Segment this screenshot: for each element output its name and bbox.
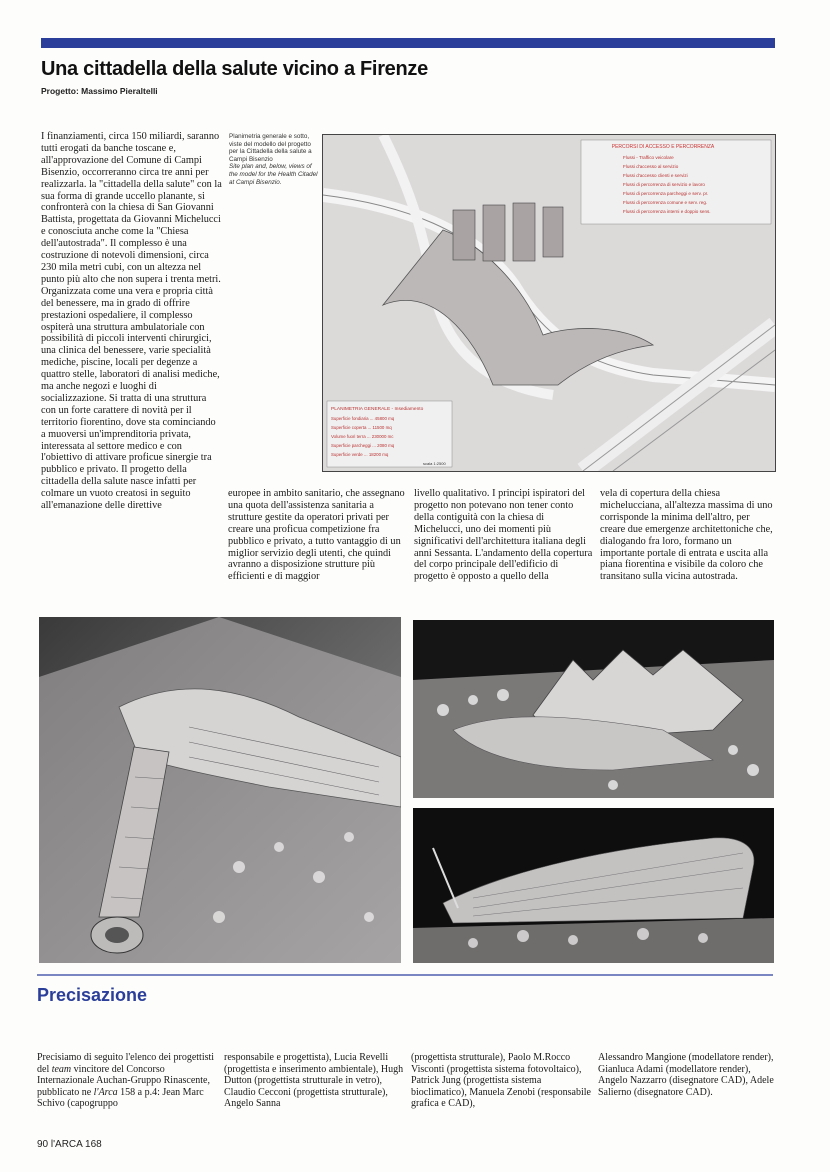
top-color-bar: [41, 38, 775, 48]
figure-caption: [229, 133, 321, 186]
article-column-2: [228, 488, 408, 583]
model-photo-aerial: [39, 617, 401, 963]
project-credit: Progetto: Massimo Pieraltelli: [41, 86, 158, 96]
plan-scale: scala 1:2500: [423, 461, 446, 466]
article-column-3: [414, 488, 594, 583]
article-column-1: [41, 131, 222, 512]
plan-legend-row: Flussi di percorrenza di servizio e lavoro: [623, 182, 705, 187]
plan-legend-row: Flussi di percorrenza parcheggi e serv. pr.: [623, 191, 709, 196]
plan-legend-row: Flussi d'accesso clienti e servizi: [623, 173, 688, 178]
precisazione-column-2: [224, 1052, 404, 1110]
article-text-4: vela di copertura della chiesa micheluccianа, all'altezza massima di uno corrisponde la minima dell'altro, per creare due emergenze architettoniche che, dialogando fra loro, formano un importante portale di entrata e uscita alla piana fiorentina e visibile da coloro che transitano sulla vicina autostrada.: [600, 488, 773, 583]
team-italic: team: [51, 1063, 72, 1075]
plan-table-row: Volume fuori terra ... 230000 mc: [331, 434, 394, 439]
caption-english: Site plan and, below, views of the model for the Health Citadel at Campi Bisenzio.: [229, 163, 318, 186]
plan-legend-row: Flussi d'accesso al servizio: [623, 164, 679, 169]
precisazione-text-4: Alessandro Mangione (modellatore render), Gianluca Adami (modellatore render), Angelo Nazzarro (disegnatore CAD), Adele Salierno (disegnatore CAD).: [598, 1052, 774, 1098]
precisazione-text-3: (progettista strutturale), Paolo M.Rocco Visconti (progettista sistema fotovoltaico), Patrick Jung (progettista sistema bioclimatico), Manuela Zenobi (responsabile grafica e CAD),: [411, 1052, 591, 1110]
precisazione-text-1c: 158 a p.4: Jean Marc Schivo (capogruppo: [37, 1086, 204, 1110]
plan-table-row: Superficie fondiaria ... 45800 mq: [331, 416, 395, 421]
model-photo-elevation: [413, 808, 774, 963]
article-text-1: I finanziamenti, circa 150 miliardi, saranno tutti erogati da banche toscane e, all'approvazione del Comune di Campi Bisenzio, occorreranno circa tre anni per realizzarla. la "cittadella della salute" con la sua forma di grande uccello planante, si confronterà con la chiesa di San Giovanni Battista, progettata da Giovanni Michelucci e conosciuta anche come la "Chiesa dell'autostrada". Il complesso è una costruzione di notevoli dimensioni, circa 230 mila metri cubi, con un altezza nel punto più alto che non supera i trenta metri. Organizzata come una vera e propria città del benessere, ma in grado di offrire prestazioni ospedaliere, il complesso ospiterà una struttura ambulatoriale con possibilità di piccoli interventi chirurgici, una clinica del benessere, varie specialità mediche, piscine, locali per degenze a quattro stelle, laboratori di analisi mediche, ma anche negozi e luoghi di socializzazione. Si tratta di una struttura con un forte carattere di novità per il territorio fiorentino, dove sta cominciando a muoversi un'imprenditoria privata, interessata al settore medico e con l'obiettivo di attivare proficue sinergie tra pubblico e privato. Il progetto della cittadella della salute nasce infatti per colmare un vuoto creatosi in seguito all'emanazione delle direttive: [41, 131, 222, 512]
page-folio: 90 l'ARCA 168: [37, 1139, 102, 1150]
arca-italic: l'Arca: [93, 1086, 118, 1098]
site-plan-drawing: [323, 135, 775, 471]
precisazione-text-1b: vincitore del Concorso Internazionale Auchan-Gruppo Rinascente, pubblicato ne: [37, 1063, 210, 1098]
article-text-2: europee in ambito sanitario, che assegnano una quota dell'assistenza sanitaria a strutture gestite da operatori privati per creare una proficua competizione fra pubblico e privato, a tutto vantaggio di un miglior servizio degli utenti, che quindi avranno a disposizione strutture più efficienti e di maggior: [228, 488, 405, 583]
plan-table-row: Superficie verde ... 18200 mq: [331, 452, 389, 457]
article-title: Una cittadella della salute vicino a Firenze: [41, 58, 428, 80]
plan-table-title: PLANIMETRIA GENERALE - Insediamento: [331, 407, 424, 412]
precisazione-heading: Precisazione: [37, 985, 148, 1005]
precisazione-column-3: [411, 1052, 593, 1110]
plan-legend-row: Flussi - Traffico veicolare: [623, 155, 674, 160]
precisazione-text-2: responsabile e progettista), Lucia Revelli (progettista e inserimento ambientale), Hugh Dutton (progettista strutturale in vetro), Claudio Cecconi (progettista strutturale), Angelo Sanna: [224, 1052, 404, 1110]
plan-legend-title: PERCORSI DI ACCESSO E PERCORRENZA: [611, 144, 715, 150]
plan-table-row: Superficie coperta ... 11500 mq: [331, 425, 392, 430]
site-plan-image: [322, 134, 776, 472]
article-text-3: livello qualitativo. I principi ispiratori del progetto non potevano non tener conto della contiguità con la chiesa di Michelucci, uno dei momenti più significativi dell'architettura italiana degli anni Sessanta. L'andamento della copertura del corpo principale dell'edificio di progetto è opposto a quello della: [414, 488, 593, 583]
section-divider: [37, 974, 773, 976]
precisazione-text-1a: Precisiamo di seguito l'elenco dei progettisti del: [37, 1052, 215, 1075]
plan-legend-row: Flussi di percorrenza comune e serv. reg.: [623, 200, 708, 205]
plan-legend-row: Flussi di percorrenza interni e doppio sens.: [623, 209, 711, 214]
article-column-4: [600, 488, 775, 583]
model-photo-perspective: [413, 620, 774, 798]
caption-italian: Planimetria generale e sotto, viste del modello del progetto per la Cittadella della salute a Campi Bisenzio: [229, 133, 312, 163]
plan-table-row: Superficie parcheggi ... 2080 mq: [331, 443, 395, 448]
precisazione-column-1: [37, 1052, 219, 1110]
precisazione-column-4: [598, 1052, 776, 1098]
